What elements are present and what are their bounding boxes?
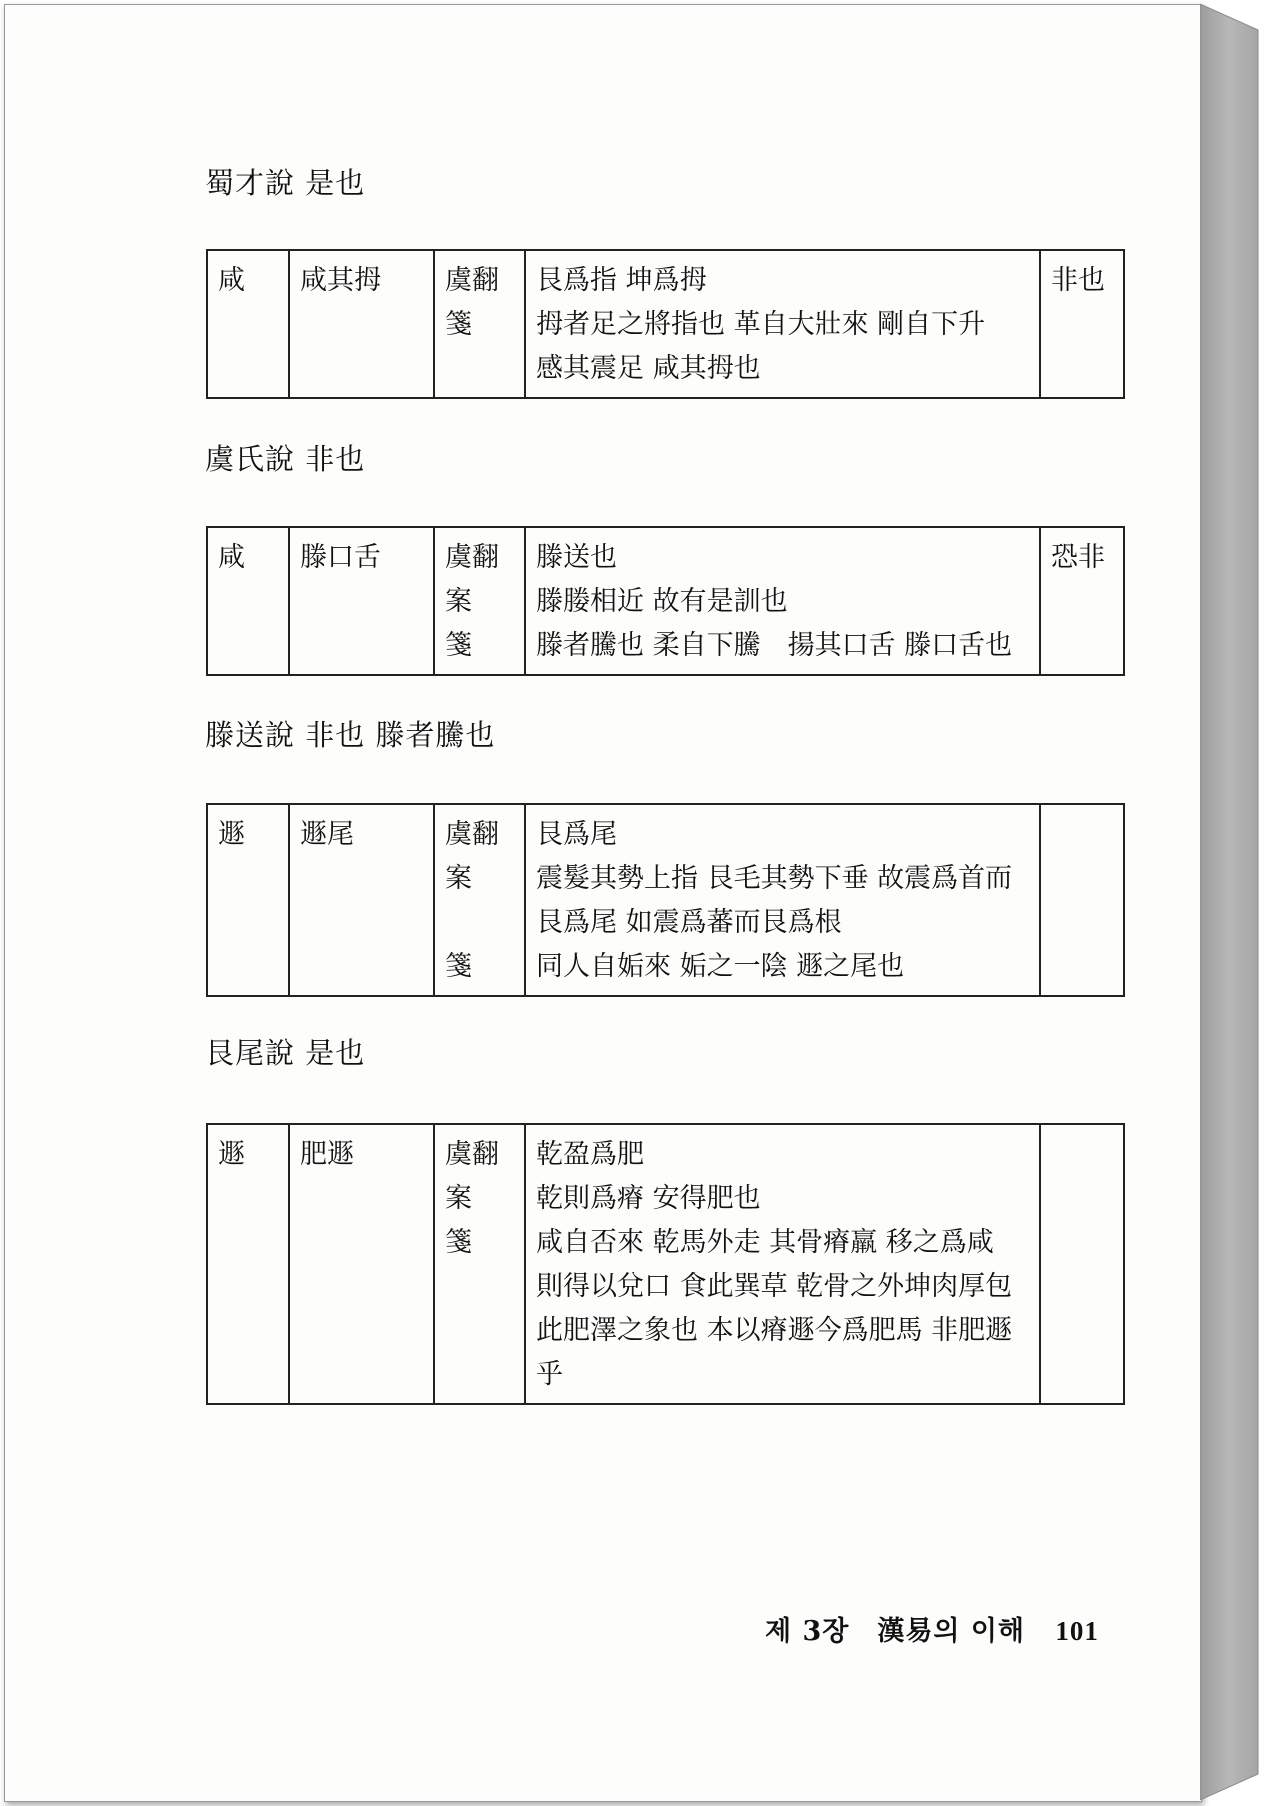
phrase-cell: 遯尾 [289,804,434,996]
hexagram-cell: 遯 [207,1124,289,1404]
commentary-line: 乎 [536,1359,563,1390]
source-cell [434,804,525,996]
source-line: 虞翻 [445,265,499,296]
commentary-line: 乾則爲瘠 安得肥也 [536,1183,761,1214]
source-cell [434,250,525,398]
commentary-line: 拇者足之將指也 革自大壯來 剛自下升 [536,309,986,340]
source-line: 箋 [445,630,472,661]
commentary-line: 艮爲尾 [536,819,617,850]
book-page [4,4,1202,1802]
hexagram-cell: 遯 [207,804,289,996]
verdict-cell [1040,804,1124,996]
commentary-line: 則得以兌口 食此巽草 乾骨之外坤肉厚包 [536,1271,1013,1302]
table-row [207,804,1124,996]
commentary-cell [525,250,1040,398]
phrase-cell: 咸其拇 [289,250,434,398]
commentary-line: 滕者騰也 柔自下騰 揚其口舌 滕口舌也 [536,630,1013,661]
commentary-line: 感其震足 咸其拇也 [536,353,761,384]
commentary-line: 滕送也 [536,542,617,573]
source-line: 虞翻 [445,1139,499,1170]
book-edge [1200,4,1260,1800]
page-number: 101 [1055,1616,1099,1646]
source-line: 案 [445,586,472,617]
chapter-title: 제 3장 漢易의 이해 [765,1616,1025,1647]
phrase-cell: 滕口舌 [289,527,434,675]
heading-2: 虞氏說 非也 [205,442,366,476]
source-line: 虞翻 [445,542,499,573]
phrase-cell: 肥遯 [289,1124,434,1404]
commentary-line: 滕媵相近 故有是訓也 [536,586,788,617]
source-line: 案 [445,863,472,894]
table-row [207,250,1124,398]
verdict-cell: 恐非 [1040,527,1124,675]
table-row [207,527,1124,675]
source-line [445,901,524,945]
entry-table-3 [206,803,1125,997]
verdict-cell [1040,1124,1124,1404]
commentary-cell [525,1124,1040,1404]
hexagram-cell: 咸 [207,527,289,675]
heading-1: 蜀才說 是也 [205,166,366,200]
commentary-cell [525,804,1040,996]
source-cell [434,527,525,675]
source-line: 案 [445,1183,472,1214]
source-line: 虞翻 [445,819,499,850]
entry-table-4 [206,1123,1125,1405]
commentary-cell [525,527,1040,675]
entry-table-1 [206,249,1125,399]
source-cell [434,1124,525,1404]
verdict-cell: 非也 [1040,250,1124,398]
commentary-line: 艮爲尾 如震爲蕃而艮爲根 [536,907,842,938]
commentary-line: 艮爲指 坤爲拇 [536,265,707,296]
source-line: 箋 [445,1227,472,1258]
source-line: 箋 [445,951,472,982]
heading-4: 艮尾說 是也 [205,1036,366,1070]
heading-3: 滕送說 非也 滕者騰也 [205,718,496,752]
entry-table-2 [206,526,1125,676]
commentary-line: 此肥澤之象也 本以瘠遯今爲肥馬 非肥遯 [536,1315,1013,1346]
page-footer [765,1609,1099,1648]
commentary-line: 同人自姤來 姤之一陰 遯之尾也 [536,951,905,982]
source-line: 箋 [445,309,472,340]
commentary-line: 咸自否來 乾馬外走 其骨瘠羸 移之爲咸 [536,1227,994,1258]
table-row [207,1124,1124,1404]
commentary-line: 震髮其勢上指 艮毛其勢下垂 故震爲首而 [536,863,1013,894]
hexagram-cell: 咸 [207,250,289,398]
book-edge-shape [1200,4,1260,1800]
commentary-line: 乾盈爲肥 [536,1139,644,1170]
page-content [5,5,1201,1801]
